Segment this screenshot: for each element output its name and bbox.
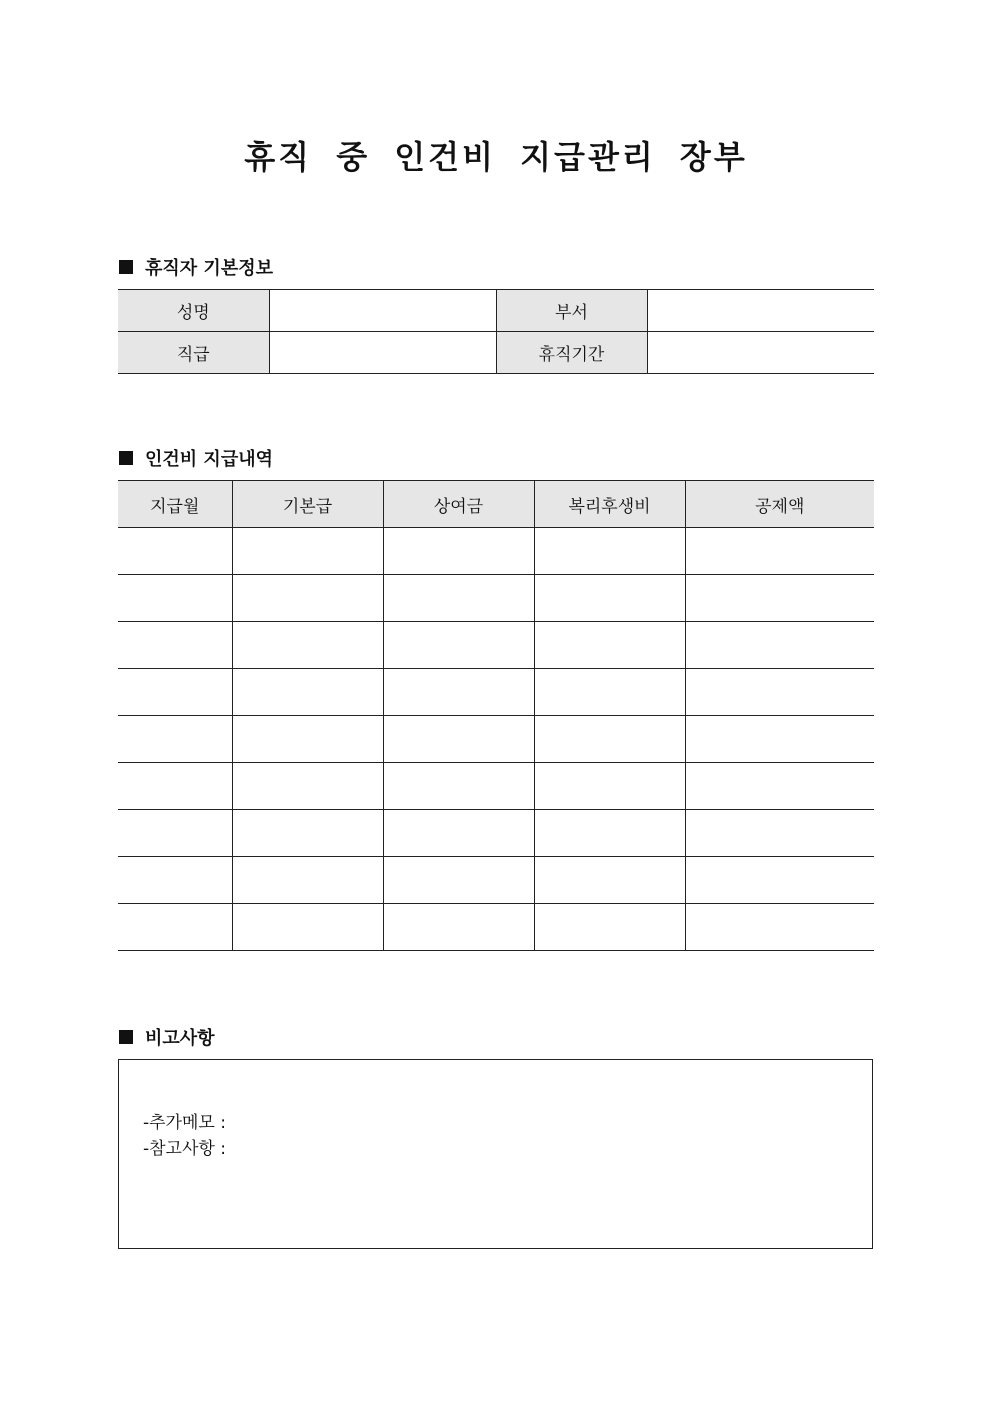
base-salary-cell[interactable] (232, 669, 383, 716)
pay-month-cell[interactable] (118, 575, 232, 622)
leave-period-label: 휴직기간 (496, 332, 647, 374)
deduction-cell[interactable] (685, 810, 874, 857)
name-label: 성명 (118, 290, 269, 332)
base-salary-cell[interactable] (232, 763, 383, 810)
name-field[interactable] (269, 290, 496, 332)
table-row (118, 575, 874, 622)
base-salary-cell[interactable] (232, 810, 383, 857)
table-row (118, 716, 874, 763)
base-salary-cell[interactable] (232, 528, 383, 575)
table-row (118, 904, 874, 951)
welfare-cell[interactable] (534, 904, 685, 951)
column-header-deduction: 공제액 (685, 481, 874, 528)
base-salary-cell[interactable] (232, 857, 383, 904)
section-heading-label: 휴직자 기본정보 (145, 258, 273, 279)
deduction-cell[interactable] (685, 904, 874, 951)
welfare-cell[interactable] (534, 669, 685, 716)
table-row (118, 332, 874, 374)
square-bullet-icon (119, 260, 133, 274)
welfare-cell[interactable] (534, 810, 685, 857)
position-label: 직급 (118, 332, 269, 374)
welfare-cell[interactable] (534, 575, 685, 622)
bonus-cell[interactable] (383, 575, 534, 622)
remarks-box[interactable] (118, 1059, 873, 1249)
reference-notes-line: -참고사항 : (143, 1139, 226, 1159)
leave-period-field[interactable] (647, 332, 874, 374)
table-row (118, 669, 874, 716)
bonus-cell[interactable] (383, 528, 534, 575)
table-row (118, 857, 874, 904)
column-header-base-salary: 기본급 (232, 481, 383, 528)
deduction-cell[interactable] (685, 528, 874, 575)
column-header-bonus: 상여금 (383, 481, 534, 528)
welfare-cell[interactable] (534, 528, 685, 575)
table-row (118, 290, 874, 332)
bonus-cell[interactable] (383, 857, 534, 904)
base-salary-cell[interactable] (232, 904, 383, 951)
bonus-cell[interactable] (383, 904, 534, 951)
deduction-cell[interactable] (685, 763, 874, 810)
basic-info-table (118, 289, 874, 374)
base-salary-cell[interactable] (232, 622, 383, 669)
section-heading-basic-info (119, 254, 273, 280)
pay-month-cell[interactable] (118, 763, 232, 810)
table-row (118, 810, 874, 857)
deduction-cell[interactable] (685, 857, 874, 904)
welfare-cell[interactable] (534, 857, 685, 904)
pay-month-cell[interactable] (118, 622, 232, 669)
column-header-welfare: 복리후생비 (534, 481, 685, 528)
table-row (118, 622, 874, 669)
section-heading-remarks (119, 1024, 215, 1050)
department-label: 부서 (496, 290, 647, 332)
pay-month-cell[interactable] (118, 904, 232, 951)
pay-month-cell[interactable] (118, 857, 232, 904)
square-bullet-icon (119, 1030, 133, 1044)
welfare-cell[interactable] (534, 622, 685, 669)
base-salary-cell[interactable] (232, 716, 383, 763)
table-header-row (118, 481, 874, 528)
bonus-cell[interactable] (383, 810, 534, 857)
welfare-cell[interactable] (534, 716, 685, 763)
pay-month-cell[interactable] (118, 528, 232, 575)
pay-month-cell[interactable] (118, 669, 232, 716)
section-heading-label: 인건비 지급내역 (145, 449, 273, 470)
table-row (118, 528, 874, 575)
bonus-cell[interactable] (383, 716, 534, 763)
bonus-cell[interactable] (383, 763, 534, 810)
section-heading-label: 비고사항 (145, 1028, 215, 1049)
payments-table (118, 480, 874, 951)
department-field[interactable] (647, 290, 874, 332)
table-row (118, 763, 874, 810)
square-bullet-icon (119, 451, 133, 465)
deduction-cell[interactable] (685, 716, 874, 763)
deduction-cell[interactable] (685, 622, 874, 669)
pay-month-cell[interactable] (118, 810, 232, 857)
pay-month-cell[interactable] (118, 716, 232, 763)
deduction-cell[interactable] (685, 575, 874, 622)
base-salary-cell[interactable] (232, 575, 383, 622)
additional-memo-line: -추가메모 : (143, 1113, 226, 1133)
deduction-cell[interactable] (685, 669, 874, 716)
position-field[interactable] (269, 332, 496, 374)
page-title: 휴직 중 인건비 지급관리 장부 (244, 138, 748, 176)
section-heading-payments (119, 445, 273, 471)
welfare-cell[interactable] (534, 763, 685, 810)
column-header-pay-month: 지급월 (118, 481, 232, 528)
bonus-cell[interactable] (383, 669, 534, 716)
bonus-cell[interactable] (383, 622, 534, 669)
